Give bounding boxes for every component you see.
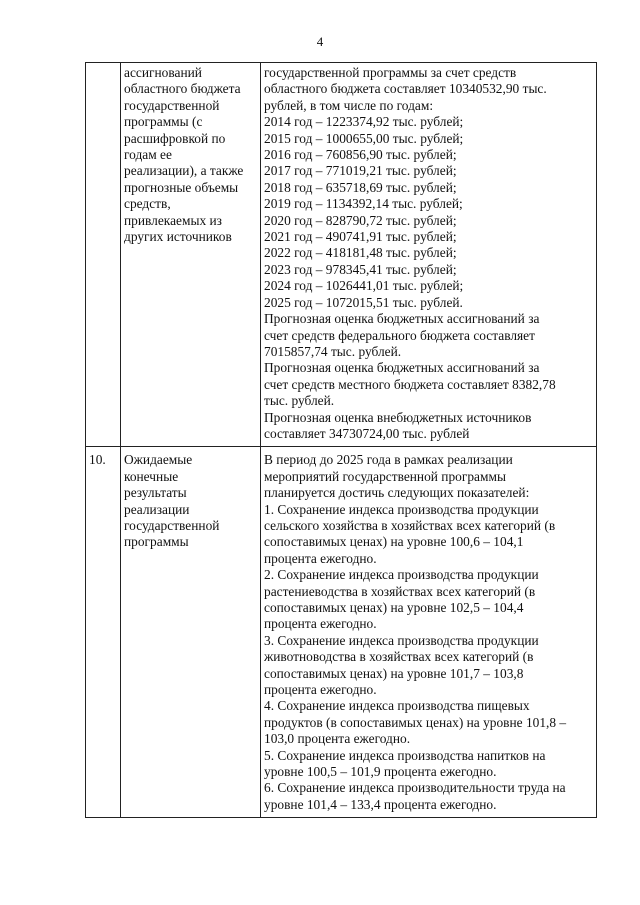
table-row (86, 63, 597, 447)
row-content (261, 63, 597, 447)
row-label-text: ассигнований областного бюджета государственной программы (с расшифровкой по годам ее реализации), а также прогнозные объемы средств, привлекаемых из других источников (124, 65, 244, 245)
page-number: 4 (316, 34, 324, 49)
row-label (121, 447, 261, 818)
row-content-text: государственной программы за счет средств областного бюджета составляет 10340532,90 тыс. рублей, в том числе по годам: 2014 год – 1223374,92 тыс. рублей; 2015 год – 1000655,00 тыс. рублей; 2016 год – 760856,90 тыс. рублей; 2017 год – 771019,21 тыс. рублей; 2018 год – 635718,69 тыс. рублей; 2019 год – 1134392,14 тыс. рублей; 2020 год – 828790,72 тыс. рублей; 2021 год – 490741,91 тыс. рублей; 2022 год – 418181,48 тыс. рублей; 2023 год – 978345,41 тыс. рублей; 2024 год – 1026441,01 тыс. рублей; 2025 год – 1072015,51 тыс. рублей. Прогнозная оценка бюджетных ассигнований за счет средств федерального бюджета составляет 7015857,74 тыс. рублей. Прогнозная оценка бюджетных ассигнований за счет средств местного бюджета составляет 8382,78 тыс. рублей. Прогнозная оценка внебюджетных источников составляет 34730724,00 тыс. рублей (264, 65, 556, 441)
row-number (86, 63, 121, 447)
row-content (261, 447, 597, 818)
table-row (86, 447, 597, 818)
row-content-text: В период до 2025 года в рамках реализации мероприятий государственной программы планируется достичь следующих показателей: 1. Сохранение индекса производства продукции сельского хозяйства в хозяйствах всех категорий (в сопоставимых ценах) на уровне 100,6 – 104,1 процента ежегодно. 2. Сохранение индекса производства продукции растениеводства в хозяйствах всех категорий (в сопоставимых ценах) на уровне 102,5 – 104,4 процента ежегодно. 3. Сохранение индекса производства продукции животноводства в хозяйствах всех категорий (в сопоставимых ценах) на уровне 101,7 – 103,8 процента ежегодно. 4. Сохранение индекса производства пищевых продуктов (в сопоставимых ценах) на уровне 101,8 – 103,0 процента ежегодно. 5. Сохранение индекса производства напитков на уровне 100,5 – 101,9 процента ежегодно. 6. Сохранение индекса производительности труда на уровне 101,4 – 133,4 процента ежегодно. (264, 452, 567, 812)
row-label (121, 63, 261, 447)
row-number: 10. (86, 447, 121, 818)
program-passport-table (85, 62, 597, 818)
row-label-text: Ожидаемые конечные результаты реализации государственной программы (124, 452, 220, 550)
